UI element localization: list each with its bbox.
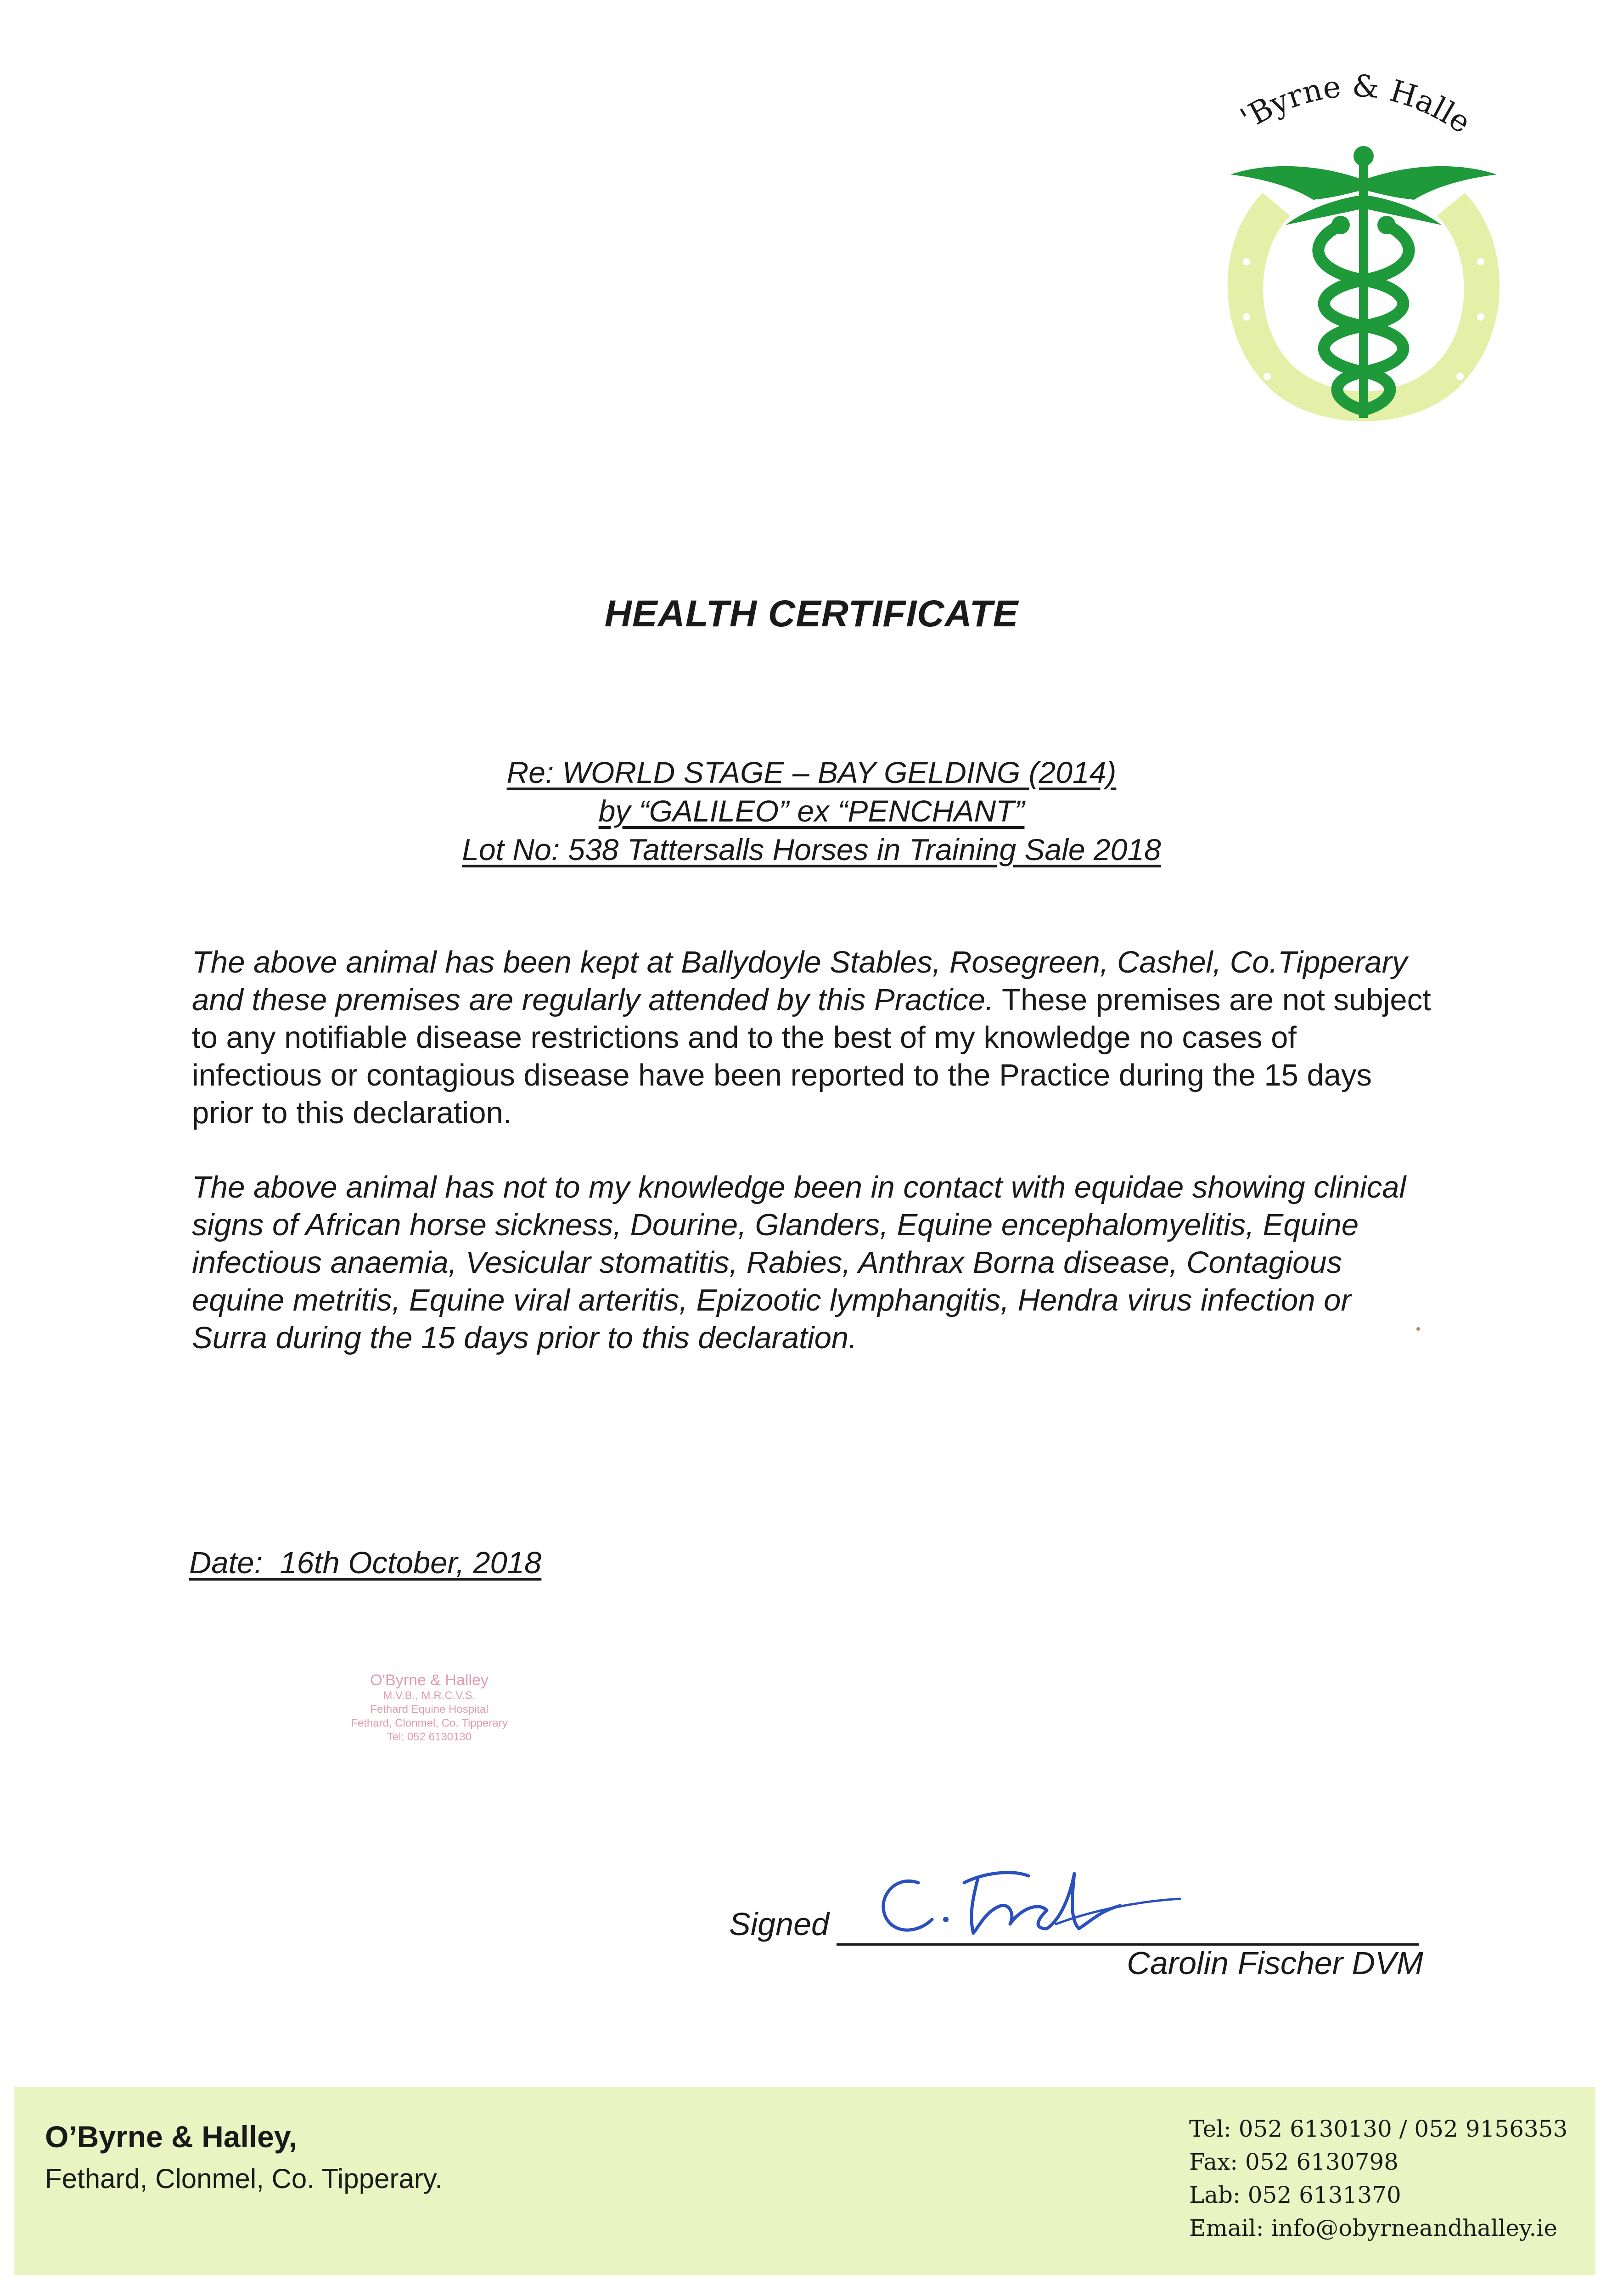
disease-contact-paragraph: The above animal has not to my knowledge been in contact with equidae showing clinical signs of African horse sickness, Dourine, Glanders, Equine encephalomyelitis, Equine infectious anaemia, Vesicular stomatitis, Rabies, Anthrax Borna disease, Contagious equine metritis, Equine viral arteritis, Epizootic lymphangitis, Hendra virus infection or Surra during the 15 days prior to this declaration. [192, 1170, 1406, 1355]
practice-logo [1203, 41, 1524, 436]
svg-text:O'Byrne & Halley: 'Byrne & Halle [1234, 68, 1477, 141]
reference-line-lot: Lot No: 538 Tattersalls Horses in Training Sale 2018 [462, 833, 1161, 867]
footer-email: Email: info@obyrneandhalley.ie [1189, 2215, 1557, 2241]
footer-practice-name: O’Byrne & Halley, [45, 2120, 297, 2154]
stamp-line: O'Byrne & Halley [370, 1671, 489, 1689]
reference-line-horse: Re: WORLD STAGE – BAY GELDING (2014) [506, 755, 1117, 789]
signed-label: Signed [729, 1906, 829, 1942]
horse-reference [0, 753, 1623, 869]
caduceus-horseshoe-icon [1203, 41, 1524, 436]
footer-fax: Fax: 052 6130798 [1189, 2149, 1399, 2175]
stray-mark [1416, 1327, 1420, 1331]
premises-italic-text: The above animal has been kept at Ballydoyle Stables, Rosegreen, Cashel, Co.Tipperary and these premises are regularly attended by this Practice. [192, 945, 1408, 1017]
stamp-line: Tel: 052 6130130 [387, 1731, 472, 1743]
footer-contact [1189, 2112, 1567, 2245]
premises-paragraph [192, 944, 1432, 1132]
signer-name: Carolin Fischer DVM [1127, 1945, 1423, 1981]
footer-lab: Lab: 052 6131370 [1189, 2182, 1401, 2208]
stamp-line: Fethard Equine Hospital [370, 1703, 489, 1716]
footer-tel: Tel: 052 6130130 / 052 9156353 [1189, 2116, 1568, 2142]
practice-stamp [331, 1671, 528, 1744]
reference-line-pedigree: by “GALILEO” ex “PENCHANT” [598, 794, 1025, 828]
footer-address: Fethard, Clonmel, Co. Tipperary. [45, 2163, 443, 2194]
letterhead-footer [14, 2087, 1595, 2275]
certificate-date: Date: 16th October, 2018 [189, 1546, 542, 1580]
handwritten-signature [863, 1855, 1185, 1947]
document-title: HEALTH CERTIFICATE [604, 593, 1019, 635]
stamp-line: Fethard, Clonmel, Co. Tipperary [351, 1717, 508, 1729]
stamp-line: M.V.B., M.R.C.V.S. [383, 1689, 476, 1702]
premises-regular-text: These premises are not subject to any notifiable disease restrictions and to the best of my knowledge no cases of infectious or contagious disease have been reported to the Practice during the 15 days prior to this declaration. [192, 983, 1431, 1130]
